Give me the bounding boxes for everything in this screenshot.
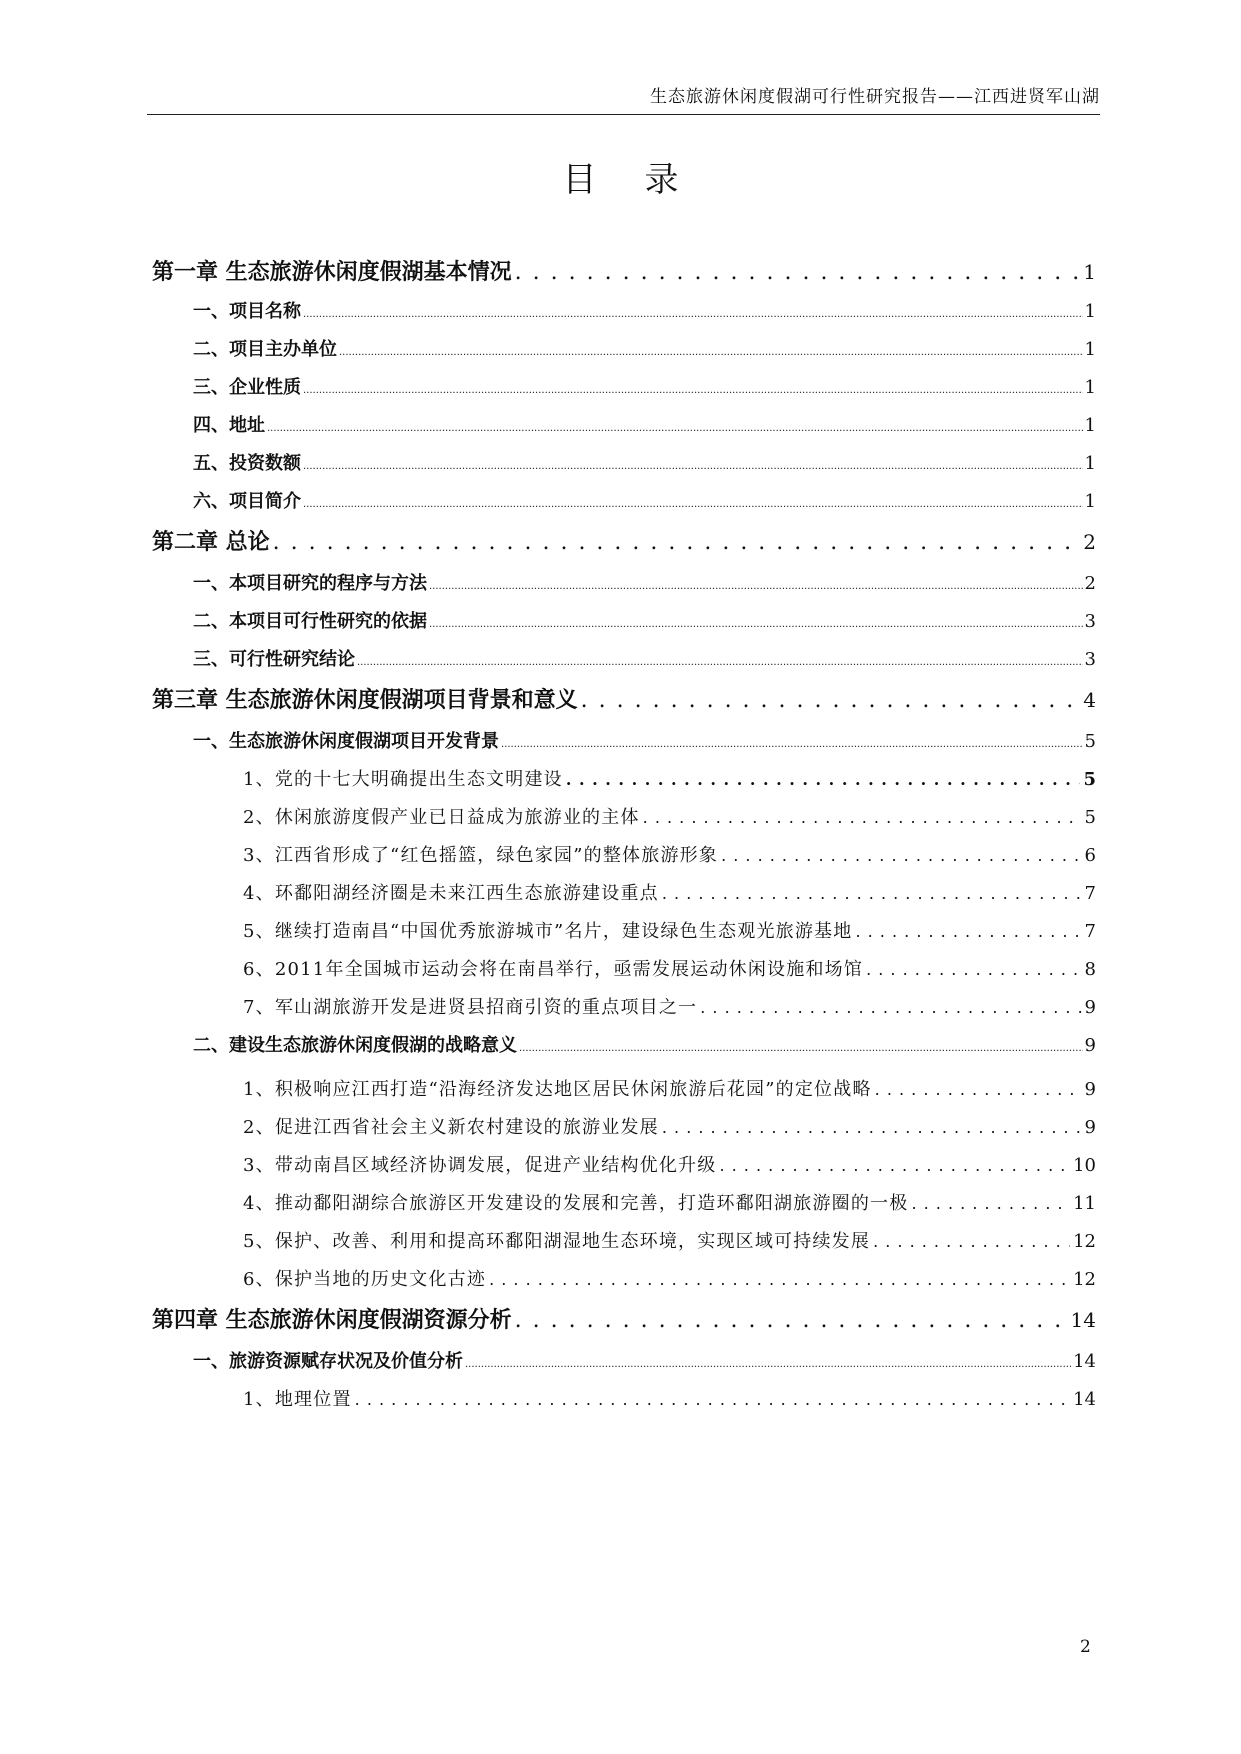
toc-entry-item[interactable] — [243, 1075, 1096, 1101]
toc-entry-page: 2 — [1083, 530, 1096, 554]
toc-entry-page: 7 — [1084, 883, 1096, 904]
toc-entry-section[interactable] — [193, 487, 1096, 513]
toc-entry-item[interactable] — [243, 917, 1096, 943]
toc-entry-label: 5、继续打造南昌“中国优秀旅游城市”名片，建设绿色生态观光旅游基地 — [243, 921, 853, 942]
toc-entry-item[interactable] — [243, 1113, 1096, 1139]
toc-entry-label: 六、项目简介 — [193, 491, 301, 512]
toc-entry-page: 14 — [1073, 1351, 1096, 1372]
toc-entry-label: 三、可行性研究结论 — [193, 649, 355, 670]
toc-entry-section[interactable] — [193, 1347, 1096, 1373]
toc-dot-leader — [429, 573, 1083, 594]
toc-entry-label: 3、带动南昌区域经济协调发展，促进产业结构优化升级 — [243, 1155, 717, 1176]
toc-dot-leader — [719, 1155, 1070, 1176]
toc-entry-item[interactable] — [243, 879, 1096, 905]
toc-dot-leader — [303, 453, 1083, 474]
toc-entry-section[interactable] — [193, 373, 1096, 399]
running-header-title: 生态旅游休闲度假湖可行性研究报告——江西进贤军山湖 — [650, 87, 1100, 107]
toc-entry-item[interactable] — [243, 765, 1096, 791]
toc-entry-section[interactable] — [193, 569, 1096, 595]
toc-entry-item[interactable] — [243, 1189, 1096, 1215]
toc-entry-page: 9 — [1084, 997, 1096, 1018]
toc-entry-page: 12 — [1073, 1231, 1096, 1252]
toc-dot-leader — [429, 611, 1083, 632]
running-header — [147, 86, 1100, 115]
page-title: 目录 — [562, 160, 727, 200]
toc-entry-label: 7、军山湖旅游开发是进贤县招商引资的重点项目之一 — [243, 997, 698, 1018]
toc-entry-label: 一、生态旅游休闲度假湖项目开发背景 — [193, 731, 499, 752]
toc-entry-page: 2 — [1084, 573, 1096, 594]
toc-dot-leader — [357, 649, 1083, 670]
toc-dot-leader — [303, 491, 1083, 512]
toc-dot-leader — [273, 529, 1081, 555]
toc-dot-leader — [643, 807, 1082, 828]
toc-entry-label: 第二章 总论 — [152, 529, 270, 555]
toc-dot-leader — [303, 377, 1083, 398]
toc-entry-page: 5 — [1084, 807, 1096, 828]
toc-entry-section[interactable] — [193, 449, 1096, 475]
toc-entry-chapter[interactable] — [152, 525, 1096, 556]
toc-entry-page: 1 — [1084, 339, 1096, 360]
toc-entry-page: 14 — [1073, 1389, 1096, 1410]
toc-dot-leader — [519, 1035, 1083, 1056]
toc-entry-label: 2、促进江西省社会主义新农村建设的旅游业发展 — [243, 1117, 659, 1138]
toc-entry-label: 2、休闲旅游度假产业已日益成为旅游业的主体 — [243, 807, 640, 828]
toc-entry-item[interactable] — [243, 1227, 1096, 1253]
toc-entry-page: 1 — [1083, 260, 1096, 284]
toc-dot-leader — [501, 731, 1083, 752]
toc-dot-leader — [721, 845, 1081, 866]
toc-dot-leader — [566, 769, 1081, 790]
page-number: 2 — [1080, 1637, 1091, 1657]
toc-entry-label: 3、江西省形成了“红色摇篮，绿色家园”的整体旅游形象 — [243, 845, 719, 866]
toc-entry-page: 8 — [1084, 959, 1096, 980]
toc-entry-page: 10 — [1073, 1155, 1096, 1176]
toc-entry-page: 5 — [1084, 731, 1096, 752]
toc-entry-label: 一、旅游资源赋存状况及价值分析 — [193, 1351, 463, 1372]
toc-entry-section[interactable] — [193, 727, 1096, 753]
toc-dot-leader — [911, 1193, 1070, 1214]
toc-dot-leader — [866, 959, 1081, 980]
toc-entry-page: 9 — [1084, 1035, 1096, 1056]
toc-entry-page: 3 — [1084, 611, 1096, 632]
toc-entry-label: 第三章 生态旅游休闲度假湖项目背景和意义 — [152, 687, 578, 713]
toc-entry-chapter[interactable] — [152, 683, 1096, 714]
toc-entry-item[interactable] — [243, 1265, 1096, 1291]
toc-entry-label: 第四章 生态旅游休闲度假湖资源分析 — [152, 1307, 512, 1333]
toc-dot-leader — [515, 259, 1081, 285]
toc-dot-leader — [873, 1231, 1070, 1252]
toc-entry-label: 6、保护当地的历史文化古迹 — [243, 1269, 487, 1290]
toc-entry-label: 五、投资数额 — [193, 453, 301, 474]
toc-dot-leader — [355, 1389, 1070, 1410]
toc-dot-leader — [465, 1351, 1071, 1372]
toc-entry-page: 1 — [1084, 377, 1096, 398]
toc-entry-label: 1、积极响应江西打造“沿海经济发达地区居民休闲旅游后花园”的定位战略 — [243, 1079, 872, 1100]
toc-entry-page: 12 — [1073, 1269, 1096, 1290]
toc-entry-page: 5 — [1083, 769, 1096, 790]
toc-dot-leader — [700, 997, 1081, 1018]
toc-entry-label: 5、保护、改善、利用和提高环鄱阳湖湿地生态环境，实现区域可持续发展 — [243, 1231, 871, 1252]
toc-entry-page: 7 — [1084, 921, 1096, 942]
toc-entry-label: 4、推动鄱阳湖综合旅游区开发建设的发展和完善，打造环鄱阳湖旅游圈的一极 — [243, 1193, 909, 1214]
toc-entry-label: 1、地理位置 — [243, 1389, 352, 1410]
toc-entry-section[interactable] — [193, 607, 1096, 633]
toc-entry-item[interactable] — [243, 1385, 1096, 1411]
toc-entry-page: 9 — [1084, 1117, 1096, 1138]
toc-dot-leader — [267, 415, 1083, 436]
toc-entry-item[interactable] — [243, 803, 1096, 829]
toc-entry-label: 第一章 生态旅游休闲度假湖基本情况 — [152, 259, 512, 285]
toc-dot-leader — [581, 687, 1081, 713]
toc-dot-leader — [662, 1117, 1082, 1138]
toc-dot-leader — [303, 301, 1083, 322]
toc-entry-label: 三、企业性质 — [193, 377, 301, 398]
toc-entry-chapter[interactable] — [152, 255, 1096, 286]
toc-entry-page: 4 — [1083, 688, 1096, 712]
toc-dot-leader — [855, 921, 1081, 942]
toc-entry-item[interactable] — [243, 993, 1096, 1019]
toc-entry-item[interactable] — [243, 955, 1096, 981]
toc-entry-label: 二、建设生态旅游休闲度假湖的战略意义 — [193, 1035, 517, 1056]
toc-entry-label: 二、项目主办单位 — [193, 339, 337, 360]
toc-entry-label: 四、地址 — [193, 415, 265, 436]
toc-entry-page: 1 — [1084, 453, 1096, 474]
toc-entry-item[interactable] — [243, 1151, 1096, 1177]
toc-entry-section[interactable] — [193, 411, 1096, 437]
toc-entry-page: 14 — [1070, 1308, 1096, 1332]
toc-entry-label: 二、本项目可行性研究的依据 — [193, 611, 427, 632]
toc-entry-page: 6 — [1084, 845, 1096, 866]
toc-entry-section[interactable] — [193, 645, 1096, 671]
toc-entry-item[interactable] — [243, 841, 1096, 867]
toc-entry-label: 1、党的十七大明确提出生态文明建设 — [243, 769, 563, 790]
toc-entry-chapter[interactable] — [152, 1303, 1096, 1334]
toc-entry-label: 一、本项目研究的程序与方法 — [193, 573, 427, 594]
toc-entry-page: 11 — [1073, 1193, 1096, 1214]
toc-entry-section[interactable] — [193, 297, 1096, 323]
toc-entry-page: 9 — [1084, 1079, 1096, 1100]
toc-entry-section[interactable] — [193, 335, 1096, 361]
toc-entry-page: 3 — [1084, 649, 1096, 670]
toc-entry-label: 6、2011年全国城市运动会将在南昌举行，亟需发展运动休闲设施和场馆 — [243, 959, 864, 980]
toc-entry-label: 4、环鄱阳湖经济圈是未来江西生态旅游建设重点 — [243, 883, 659, 904]
toc-dot-leader — [875, 1079, 1082, 1100]
toc-dot-leader — [489, 1269, 1070, 1290]
toc-entry-page: 1 — [1084, 491, 1096, 512]
toc-entry-page: 1 — [1084, 415, 1096, 436]
toc-dot-leader — [515, 1307, 1068, 1333]
toc-entry-page: 1 — [1084, 301, 1096, 322]
toc-dot-leader — [339, 339, 1083, 360]
toc-entry-label: 一、项目名称 — [193, 301, 301, 322]
toc-entry-section[interactable] — [193, 1031, 1096, 1057]
toc-dot-leader — [662, 883, 1082, 904]
